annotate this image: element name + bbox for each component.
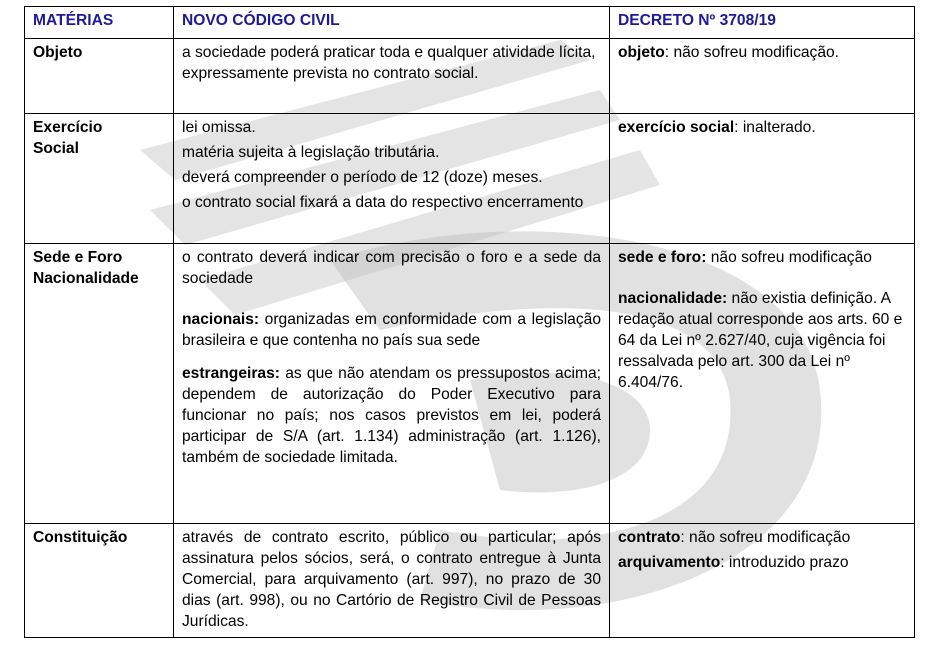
- codigo-sede-text: o contrato deverá indicar com precisão o foro e a sede da sociedade: [182, 249, 601, 287]
- codigo-nacionais-term: nacionais:: [182, 311, 260, 328]
- codigo-estrangeiras-text: as que não atendam os pressupostos acima; dependem de autorização do Poder Executivo para funcionar no país; nos casos previstos em lei, poderá participar de S/A (art. 1.134) administração (art. 1.126), também de sociedade limitada.: [182, 365, 601, 466]
- row-label-exercicio-line-2: Social: [33, 140, 79, 157]
- row-label-objeto: Objeto: [25, 39, 174, 114]
- header-decreto: DECRETO Nº 3708/19: [618, 12, 776, 29]
- decreto-exercicio-term: exercício social: [618, 119, 735, 136]
- table-row-objeto: [25, 39, 915, 114]
- table-row-constituicao: [25, 524, 915, 638]
- decreto-exercicio-text: : inalterado.: [734, 119, 816, 136]
- row-label-exercicio-line-1: Exercício: [33, 119, 103, 136]
- decreto-sede-nacionalidade: [610, 244, 915, 524]
- codigo-exercicio-line-1: lei omissa.: [182, 119, 256, 136]
- table-row-exercicio-social: [25, 114, 915, 244]
- row-label-constituicao: Constituição: [25, 524, 174, 638]
- decreto-nacionalidade-text: não existia definição. A redação atual corresponde aos arts. 60 e 64 da Lei nº 2.627/40, cuja vigência foi ressalvada pelo art. 300 da Lei nº 6.404/76.: [618, 290, 903, 391]
- decreto-constituicao: [610, 524, 915, 638]
- codigo-estrangeiras-term: estrangeiras:: [182, 365, 280, 382]
- codigo-exercicio-line-2: matéria sujeita à legislação tributária.: [182, 144, 440, 161]
- row-label-sede-nacionalidade: [25, 244, 174, 524]
- decreto-constituicao-line-2: [618, 552, 906, 573]
- codigo-nacionais-text: organizadas em conformidade com a legislação brasileira e que contenha no país sua sede: [182, 311, 601, 349]
- codigo-objeto: a sociedade poderá praticar toda e qualquer atividade lícita, expressamente prevista no contrato social.: [174, 39, 610, 114]
- header-novo-codigo-civil: NOVO CÓDIGO CIVIL: [182, 12, 340, 29]
- decreto-sede-foro: [618, 247, 906, 268]
- decreto-objeto-text: : não sofreu modificação.: [664, 44, 840, 61]
- codigo-sede-nacionalidade: [174, 244, 610, 524]
- decreto-sede-term: sede e foro:: [618, 249, 707, 266]
- header-materias: MATÉRIAS: [33, 12, 114, 29]
- decreto-arquivamento-text: : introduzido prazo: [720, 554, 849, 571]
- row-label-sede-line-1: Sede e Foro: [33, 249, 123, 266]
- decreto-contrato-term: contrato: [618, 529, 681, 546]
- decreto-constituicao-line-1: [618, 527, 906, 548]
- table-row-sede-nacionalidade: [25, 244, 915, 524]
- header-cell-materias: [25, 7, 174, 39]
- row-label-sede-line-2: Nacionalidade: [33, 270, 139, 287]
- codigo-exercicio-line-4: o contrato social fixará a data do respectivo encerramento: [182, 194, 584, 211]
- codigo-estrangeiras: [182, 363, 601, 468]
- header-cell-codigo: [174, 7, 610, 39]
- decreto-nacionalidade: [618, 288, 906, 393]
- decreto-sede-text: não sofreu modificação: [706, 249, 872, 266]
- decreto-nacionalidade-term: nacionalidade:: [618, 290, 728, 307]
- comparison-table: [24, 6, 915, 638]
- codigo-constituicao: através de contrato escrito, público ou particular; após assinatura pelos sócios, será, o contrato entregue à Junta Comercial, para arquivamento (art. 997), no prazo de 30 dias (art. 998), ou no Cartório de Registro Civil de Pessoas Jurídicas.: [174, 524, 610, 638]
- decreto-arquivamento-term: arquivamento: [618, 554, 721, 571]
- decreto-objeto: [610, 39, 915, 114]
- decreto-objeto-term: objeto: [618, 44, 665, 61]
- decreto-contrato-text: : não sofreu modificação: [680, 529, 851, 546]
- decreto-exercicio-social: [610, 114, 915, 244]
- codigo-nacionais: [182, 309, 601, 351]
- codigo-exercicio-line-3: deverá compreender o período de 12 (doze) meses.: [182, 169, 543, 186]
- row-label-exercicio-social: [25, 114, 174, 244]
- header-row: [25, 7, 915, 39]
- codigo-exercicio-social: [174, 114, 610, 244]
- header-cell-decreto: [610, 7, 915, 39]
